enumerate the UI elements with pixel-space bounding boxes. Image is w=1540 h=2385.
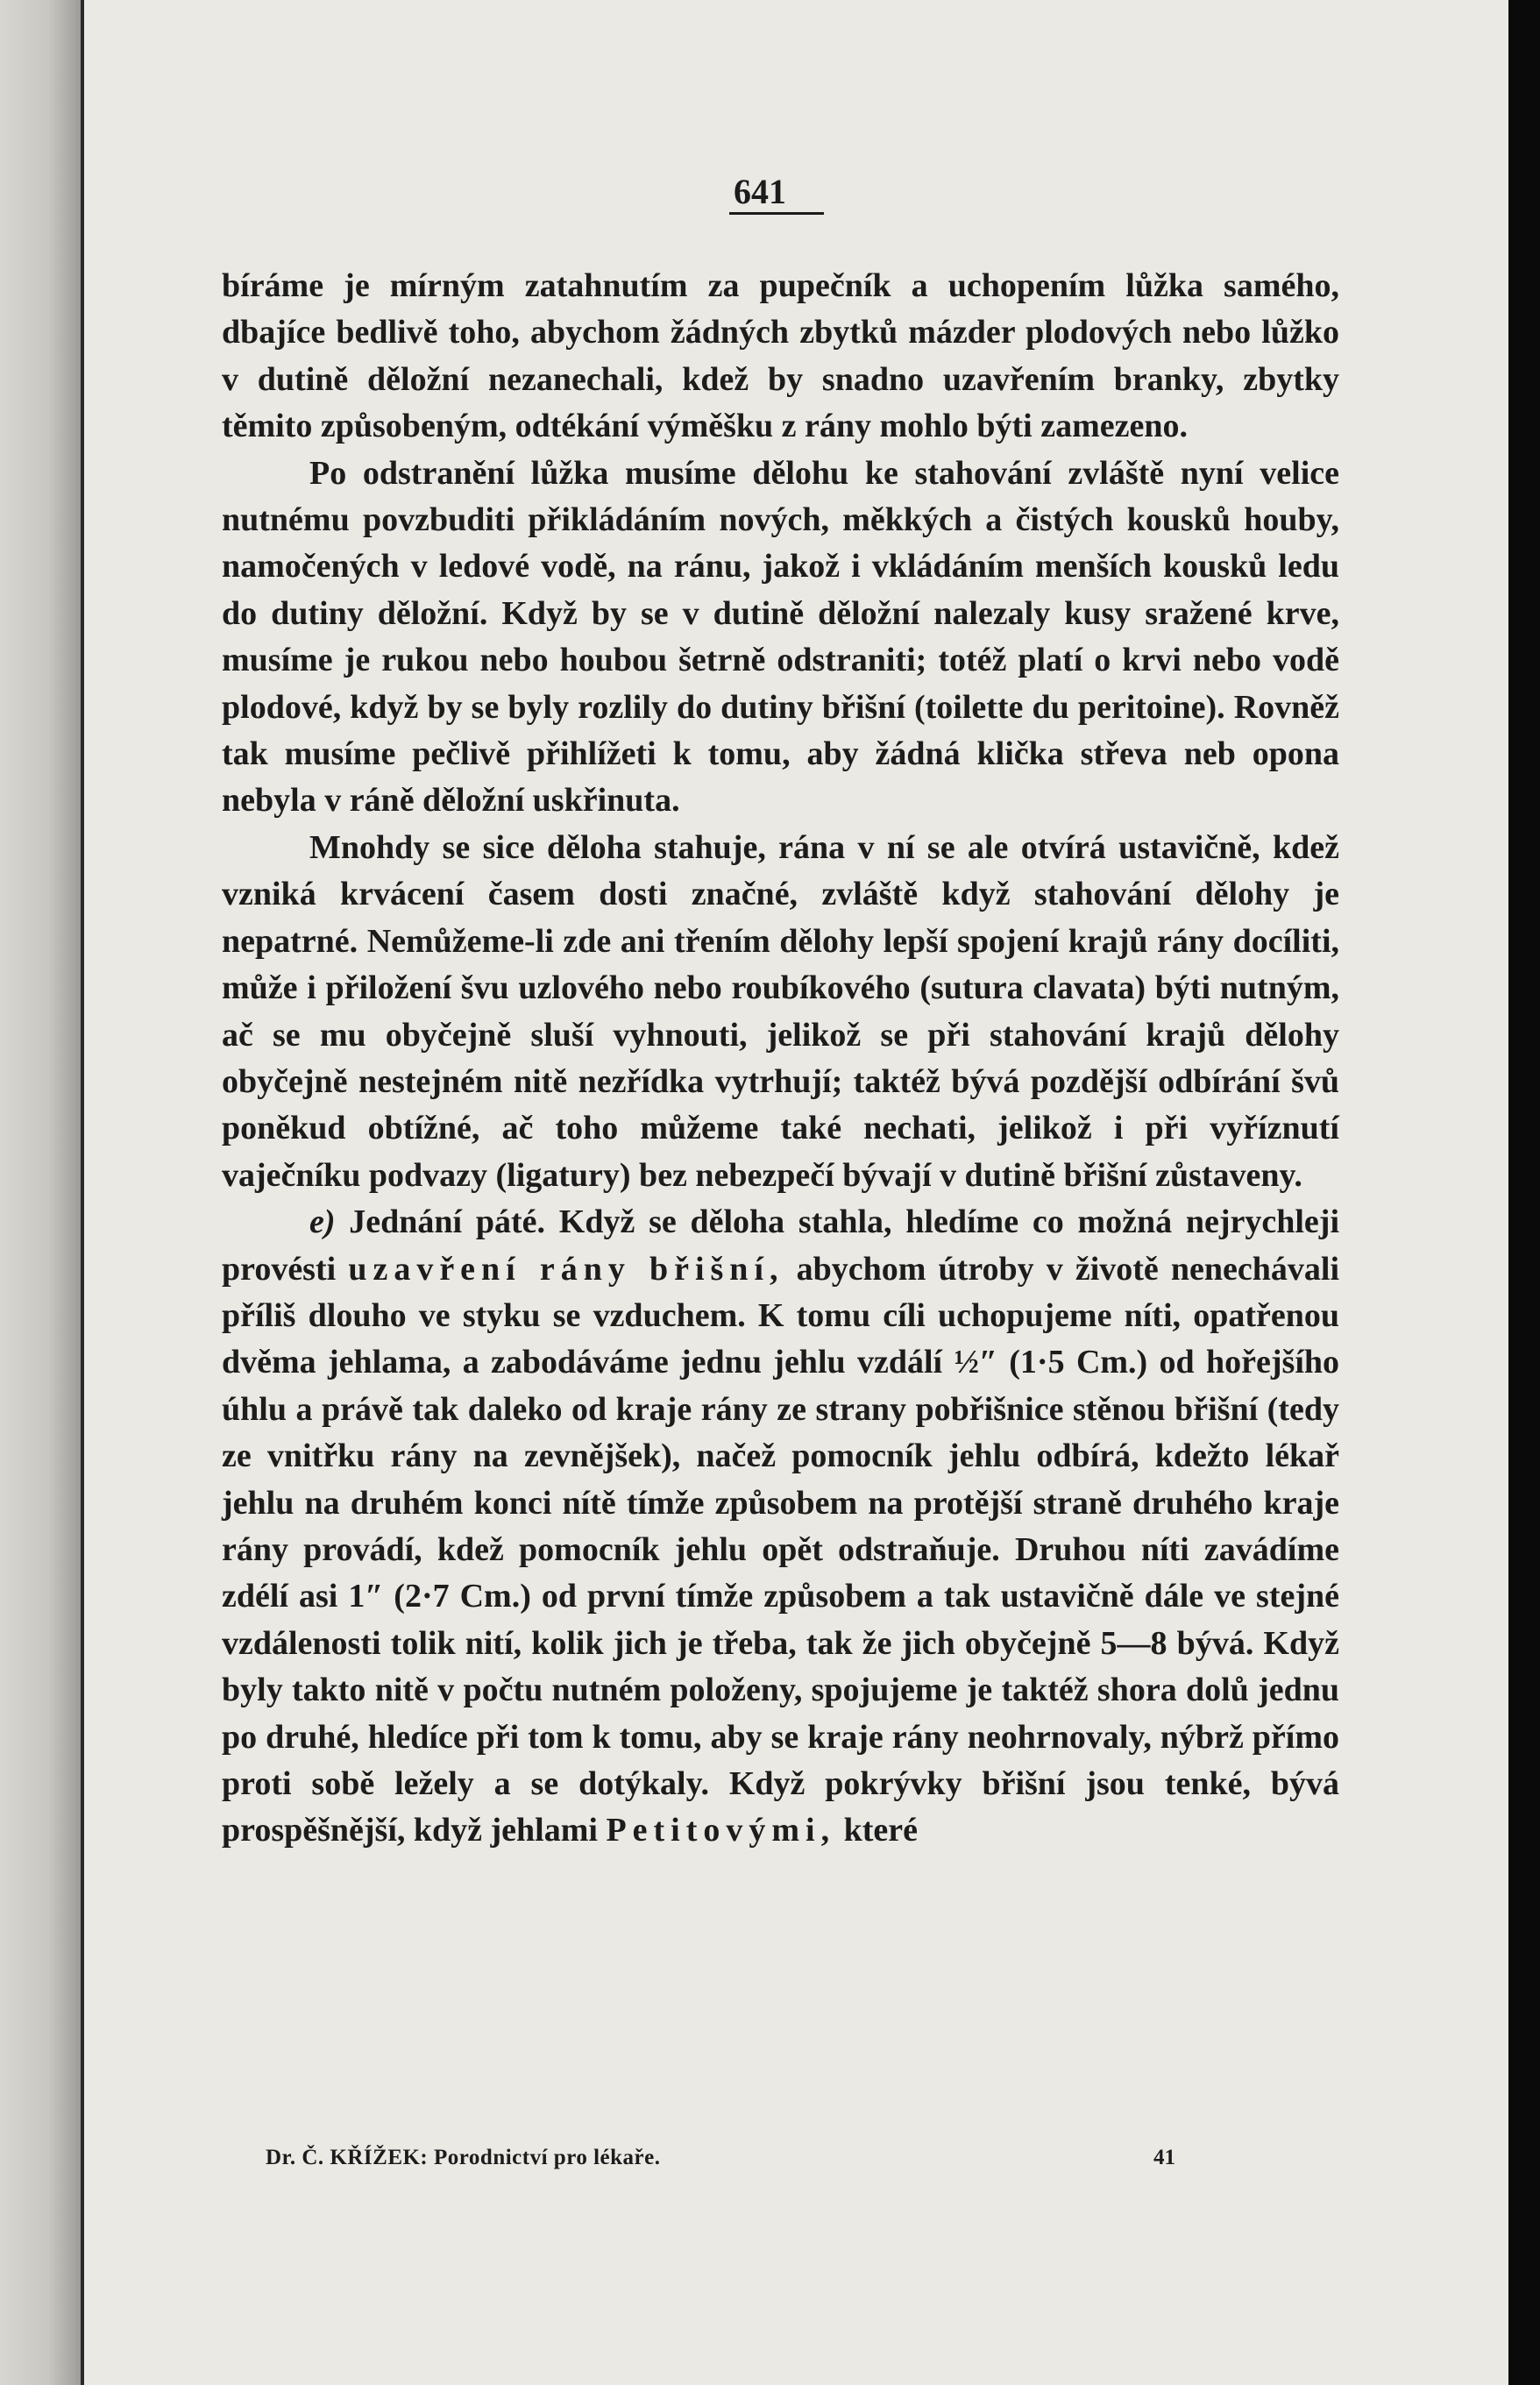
paragraph-1: bíráme je mírným zatahnutím za pupečník a uchopením lůžka samého, dbajíce bedlivě toho, abychom žádných zbytků mázder plodových nebo lůžko v dutině děložní nezanechali, kdež by snadno uzavřením branky, zbytky těmito způsobeným, odtékání výměšku z rány mohlo býti zamezeno. xyxy=(222,267,1339,445)
paragraph-2: Po odstranění lůžka musíme dělohu ke stahování zvláště nyní velice nutnému povzbuditi přikládáním nových, měkkých a čistých kousků houby, namočených v ledové vodě, na ránu, jakož i vkládáním menších kousků ledu do dutiny děložní. Když by se v dutině děložní nalezaly kusy sražené krve, musíme je rukou nebo houbou šetrně odstraniti; totéž platí o krvi nebo vodě plodové, když by se byly rozlily do dutiny břišní (toilette du peritoine). Rovněž tak musíme pečlivě přihlížeti k tomu, aby žádná klička střeva neb opona nebyla v ráně děložní uskřinuta. xyxy=(222,454,1339,820)
paragraph-3: Mnohdy se sice děloha stahuje, rána v ní se ale otvírá ustavičně, kdež vzniká krvácení časem dosti značné, zvláště když stahování dělohy je nepatrné. Nemůžeme-li zde ani třením dělohy lepší spojení krajů rány docíliti, může i přiložení švu uzlového nebo roubíkového (sutura clavata) býti nutným, ač se mu obyčejně sluší vyhnouti, jelikož se při stahování krajů dělohy obyčejně nestejném nitě nezřídka vytrhují; taktéž bývá pozdější odbírání švů poněkud obtížné, ač toho můžeme také nechati, jelikož i při vyříznutí vaječníku podvazy (ligatury) bez nebezpečí bývají v dutině břišní zůstaveny. xyxy=(222,828,1339,1194)
scan-left-margin xyxy=(0,0,84,2385)
footer-author-line: Dr. Č. KŘÍŽEK: Porodnictví pro lékaře. xyxy=(266,2146,661,2169)
footer-signature-mark: 41 xyxy=(1153,2146,1175,2169)
section-heading: Jednání páté. xyxy=(349,1203,546,1241)
page-number: 641 xyxy=(734,172,786,211)
emphasized-name: Petitovými, xyxy=(606,1812,836,1849)
body-text xyxy=(222,263,1339,1855)
paragraph-4 xyxy=(222,1199,1339,1855)
scan-right-edge xyxy=(1508,0,1540,2385)
emphasized-phrase: uzavření rány břišní, xyxy=(348,1250,784,1288)
paragraph-4-text-c: (1·5 Cm.) od hořejšího úhlu a právě tak daleko od kraje rány ze strany pobřišnice stěnou břišní (tedy ze vnitřku rány na zevnějšek), načež pomocník jehlu odbírá, kdežto lékař jehlu na druhém konci nítě tímže způsobem na protější straně druhého kraje rány provádí, kdež pomocník jehlu opět odstraňuje. Druhou níti zavádíme zdélí asi 1″ (2·7 Cm.) od první tímže způsobem a tak ustavičně dále ve stejné vzdálenosti tolik nití, kolik jich je třeba, tak že jich obyčejně 5—8 bývá. Když byly takto nitě v počtu nutném položeny, spojujeme je taktéž shora dolů jednu po druhé, hledíce při tom k tomu, aby se kraje rány neohrnovaly, nýbrž přímo proti sobě ležely a se dotýkaly. Když pokrývky břišní jsou tenké, bývá prospěšnější, když jehlami xyxy=(222,1344,1340,1849)
fraction-measure: ½″ xyxy=(954,1344,997,1381)
paragraph-4-text-b: abychom útroby v životě nenechávali příliš dlouho ve styku se vzduchem. K tomu cíli uchopujeme níti, opatřenou dvěma jehlama, a zabodáváme jednu jehlu vzdálí xyxy=(222,1250,1340,1381)
page-number-underline xyxy=(729,212,824,215)
paragraph-4-text-a: Když se děloha stahla, hledíme co možná nejrychleji provésti xyxy=(222,1203,1339,1288)
section-label: e) xyxy=(309,1203,336,1241)
paragraph-4-text-d: které xyxy=(843,1812,918,1849)
